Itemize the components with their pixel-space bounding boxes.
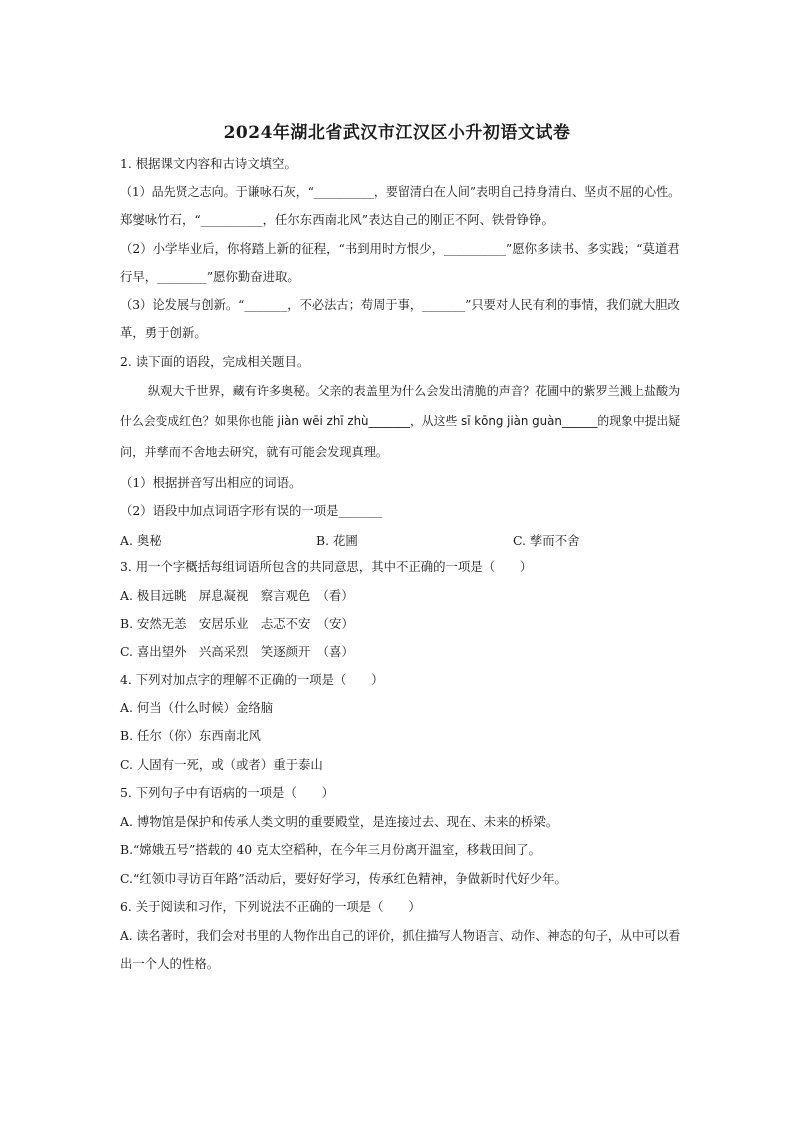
question-2-stem: 2. 读下面的语段，完成相关题目。 bbox=[120, 354, 310, 369]
question-1-part-3: （3）论发展与创新。“_______，不必法古；苟周于事，_______”只要对人民有利的事情，我们就大胆改 bbox=[120, 297, 680, 312]
question-5-stem: 5. 下列句子中有语病的一项是（ ） bbox=[120, 785, 335, 800]
question-6-option-a-cont: 出一个人的性格。 bbox=[120, 956, 220, 971]
question-1-part-1-cont: 郑燮咏竹石，“__________，任尔东西南北风”表达自己的刚正不阿、铁骨铮铮。 bbox=[120, 212, 554, 227]
option-a: A. 奥秘 bbox=[120, 533, 162, 548]
question-4-option-c: C. 人固有一死，或（或者）重于泰山 bbox=[120, 757, 323, 772]
question-3-option-b: B. 安然无恙 安居乐业 忐忑不安 （安） bbox=[120, 616, 354, 631]
question-3-stem: 3. 用一个字概括每组词语所包含的共同意思，其中不正确的一项是（ ） bbox=[120, 559, 533, 574]
question-5-option-b: B.“嫦娥五号”搭载的 40 克太空稻种，在今年三月份离开温室，移栽田间了。 bbox=[120, 842, 542, 857]
question-1-part-2-cont: 行早，________”愿你勤奋进取。 bbox=[120, 269, 300, 284]
option-c: C. 孳而不舍 bbox=[513, 533, 580, 548]
question-3-option-a: A. 极目远眺 屏息凝视 察言观色 （看） bbox=[120, 588, 354, 603]
question-2-part-1: （1）根据拼音写出相应的词语。 bbox=[120, 475, 302, 490]
question-5-option-a: A. 博物馆是保护和传承人类文明的重要殿堂，是连接过去、现在、未来的桥梁。 bbox=[120, 814, 559, 829]
question-5-option-c: C.“红领巾寻访百年路”活动后，要好好学习，传承红色精神，争做新时代好少年。 bbox=[120, 871, 567, 886]
question-1-part-3-cont: 革，勇于创新。 bbox=[120, 325, 207, 340]
passage-line: 问，并孳而不舍地去研究，就有可能会发现真理。 bbox=[120, 445, 389, 459]
question-6-option-a: A. 读名著时，我们会对书里的人物作出自己的评价，抓住描写人物语言、动作、神态的句子，从中可以看 bbox=[120, 928, 681, 943]
question-4-option-a: A. 何当（什么时候）金络脑 bbox=[120, 700, 274, 715]
question-3-option-c: C. 喜出望外 兴高采烈 笑逐颜开 （喜） bbox=[120, 644, 354, 659]
question-4-option-b: B. 任尔（你）东西南北风 bbox=[120, 728, 261, 743]
question-1-part-2: （2）小学毕业后，你将踏上新的征程，“书到用时方恨少，__________”愿你多读书、多实践；“莫道君 bbox=[120, 241, 680, 256]
option-b: B. 花圃 bbox=[316, 533, 358, 548]
passage-line: 什么会变成红色？如果你也能 jiàn wēi zhī zhù_______，从这些 sī kōng jiàn guàn______的现象中提出疑 bbox=[120, 414, 681, 428]
page-title: 2024年湖北省武汉市江汉区小升初语文试卷 bbox=[223, 123, 571, 143]
question-6-stem: 6. 关于阅读和习作，下列说法不正确的一项是（ ） bbox=[120, 899, 421, 914]
question-1-stem: 1. 根据课文内容和古诗文填空。 bbox=[120, 156, 297, 171]
question-2-part-2: （2）语段中加点词语字形有误的一项是_______ bbox=[120, 503, 382, 518]
passage-line: 纵观大千世界，藏有许多奥秘。父亲的表盖里为什么会发出清脆的声音？花圃中的紫罗兰溅上盐酸为 bbox=[148, 384, 681, 398]
question-4-stem: 4. 下列对加点字的理解不正确的一项是（ ） bbox=[120, 672, 384, 687]
question-1-part-1: （1）品先贤之志向。于谦咏石灰，“__________，要留清白在人间”表明自己持身清白、坚贞不屈的心性。 bbox=[120, 184, 681, 199]
